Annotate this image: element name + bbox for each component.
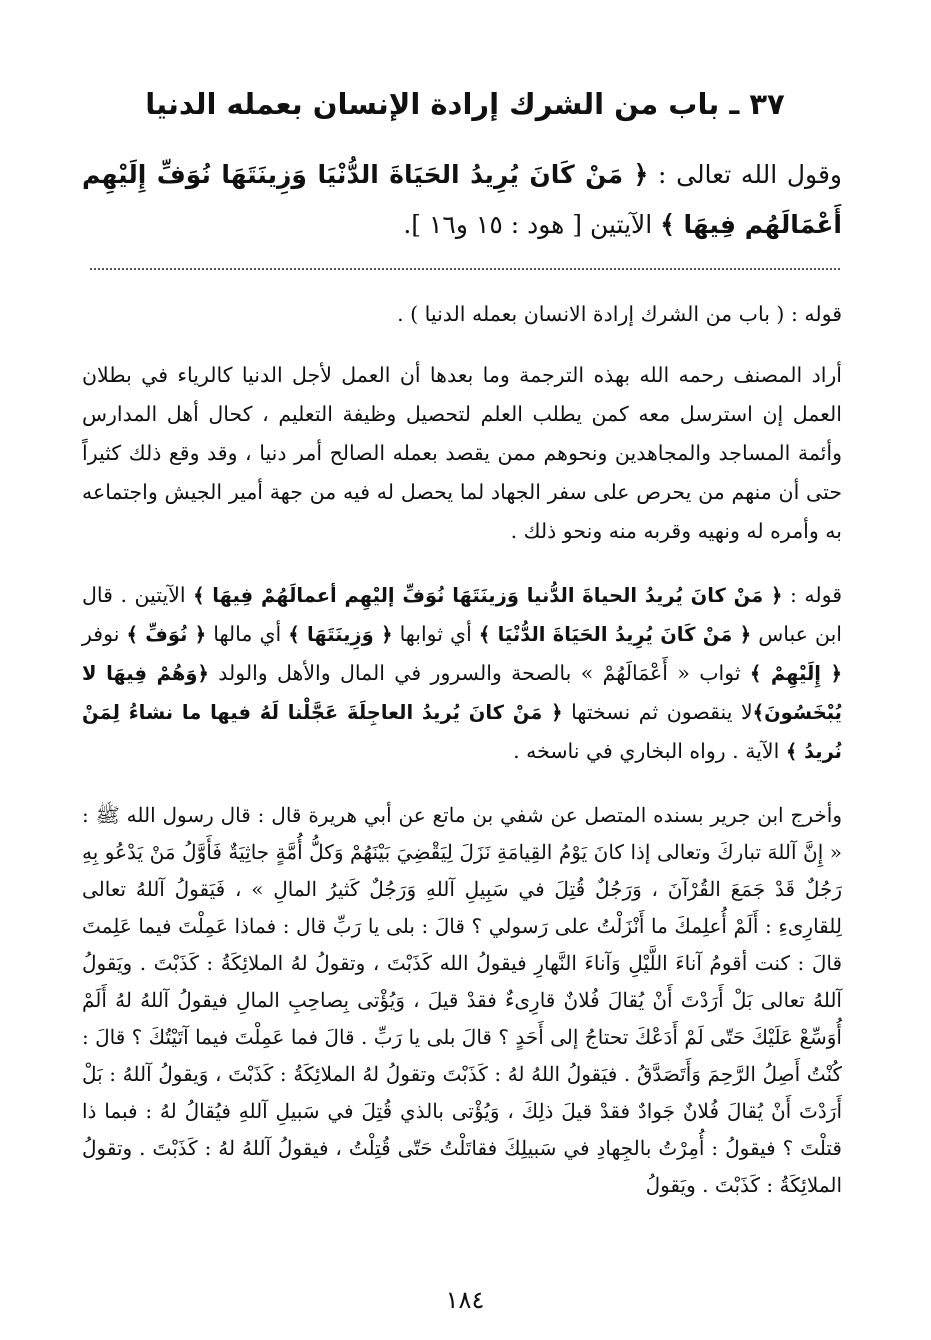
- quran-quote: ﴿ وَزِينَتَهَا ﴾: [288, 623, 393, 646]
- page-number: ١٨٤: [445, 1286, 485, 1314]
- text-run: قوله :: [782, 583, 843, 607]
- commentary-paragraph: أراد المصنف رحمه الله بهذه الترجمة وما بعدها أن العمل لأجل الدنيا كالرياء في بطلان العمل إن استرسل معه كمن يطلب العلم لتحصيل وظيفة التعليم ، كحال أهل المدارس وأئمة المساجد والمجاهدين ونحوهم ممن يقصد بعمله الصالح أمر دنيا ، وقد وقع ذلك كثيراً حتى أن منهم من يحرص على سفر الجهاد لما يحصل له فيه من جهة أمير الجيش واجتماعه به وأمره له ونهيه وقربه منه ونحو ذلك .: [82, 363, 842, 543]
- quran-quote: ﴿ إِلَيْهِمْ ﴾: [749, 662, 842, 685]
- section-divider: [90, 268, 840, 270]
- text-run: ثواب « أَعْمَالَهُمْ » بالصحة والسرور في المال والأهل والولد: [208, 661, 750, 685]
- quran-verse: ﴿ مَنْ كَانَ يُرِيدُ الحَيَاةَ الدُّنْيَا وَزِينَتَهَا نُوَفِّ إِلَيْهِم أَعْمَالَهُم فِيهَا ﴾: [82, 160, 842, 239]
- text-run: لا ينقصون ثم نسختها: [562, 700, 753, 724]
- quran-quote: ﴿ مَنْ كانَ يُريدُ الحياةَ الدُّنيا وَزينَتَهَا نُوَفِّ إليْهِم أعمالَهُمْ فِيهَا ﴾: [193, 584, 783, 607]
- text-run: الآية . رواه البخاري في ناسخه .: [513, 739, 786, 763]
- chapter-title: ٣٧ ـ باب من الشرك إرادة الإنسان بعمله الدنيا: [145, 87, 785, 121]
- text-run: الآيتين . قال ابن عباس: [82, 583, 842, 646]
- hadith-paragraph: وأخرج ابن جرير بسنده المتصل عن شفي بن ماتع عن أبي هريرة قال : قال رسول الله ﷺ : « إِنَّ آللهَ تباركَ وتعالى إذا كانَ يَوْمُ القِيامَةِ نَزَلَ لِيَقْضِيَ بَيْنَهُمْ وَكلُّ أُمَّةٍ جاثِيَةٌ فَأَوَّلُ مَنْ يَدْعُو بِهِ رَجُلٌ قَدْ جَمَعَ القُرْآنَ ، وَرَجُلٌ قُتِلَ في سَبِيلِ آللهِ وَرَجُلٌ كَثيرُ المالِ » ، فَيَقولُ آللهُ تعالى لِلقارِىءِ : أَلَمْ أُعلِمكَ ما أَنْزَلْتُ على رَسولي ؟ قالَ : بلى يا رَبِّ قال : فماذا عَمِلْتَ فيما عَلِمتَ قالَ : كنت أقومُ آناءَ اللَّيْلِ وَآناءَ النَّهارِ فيقولُ الله كَذَبْتَ ، وتقولُ لهُ الملائِكَةُ : كَذَبْتَ . ويَقولُ آللهُ تعالى بَلْ أَرَدْتَ أَنْ يُقالَ فُلانٌ قارِىءٌ فقدْ قيلَ ، وَيُؤْتى بِصاحِبِ المالِ فيقولُ آللهُ لهُ أَلَمْ أُوَسِّعْ عَلَيْكَ حَتّى لَمْ أَدَعْكَ تحتاجُ إلى أَحَدٍ ؟ قالَ بلى يا رَبِّ . قالَ فما عَمِلْتَ فيما آتَيْتُكَ ؟ قالَ : كُنْتُ أَصِلُ الرَّحِمَ وَأَتَصَدَّقُ . فيَقولُ اللهُ لهُ : كَذَبْتَ وتقولُ لهُ الملائِكَةُ : كَذَبْتَ ، وَيقولُ آللهُ : بَلْ أَرَدْتَ أَنْ يُقالَ فُلانٌ جَوادٌ فقدْ قيلَ ذلِكَ ، وَيُؤْتى بالذي قُتِلَ في سَبيلِ آللهِ فيُقالُ لهُ : فبما ذا قتلْتَ ؟ فيقولُ : أُمِرْتُ بالجِهادِ في سَبيلِكَ فقاتَلْتُ حَتّى قُتِلْتُ ، فيقولُ آللهُ لهُ : كَذَبْتَ . وتقولُ الملائِكَةُ : كَذَبْتَ . ويَقولُ: [82, 803, 842, 1197]
- chapter-verse: [82, 150, 842, 250]
- quran-quote: ﴿ نُوَفِّ ﴾: [126, 623, 207, 646]
- quran-quote: ﴿ مَنْ كانَ يُريدُ العاجِلَةَ عَجَّلْنا لَهُ فيها ما نشاءُ لِمَنْ نُريدُ ﴾: [82, 701, 842, 763]
- quran-quote: ﴿ مَنْ كَانَ يُرِيدُ الحَيَاةَ الدُّنْيَا ﴾: [478, 623, 752, 646]
- text-run: نوفر: [82, 622, 127, 646]
- text-run: أي ثوابها: [392, 622, 479, 646]
- text-run: أي مالها: [206, 622, 289, 646]
- quran-quote: ﴿وَهُمْ فِيهَا لا يُبْخَسُونَ﴾: [82, 662, 842, 724]
- verse-reference: الآيتين [ هود : ١٥ و١٦ ].: [403, 210, 653, 239]
- commentary-heading: قوله : ( باب من الشرك إرادة الانسان بعمله الدنيا ) .: [397, 302, 842, 326]
- commentary-tafsir-paragraph: [82, 576, 842, 771]
- verse-intro: وقول الله تعالى :: [657, 160, 842, 189]
